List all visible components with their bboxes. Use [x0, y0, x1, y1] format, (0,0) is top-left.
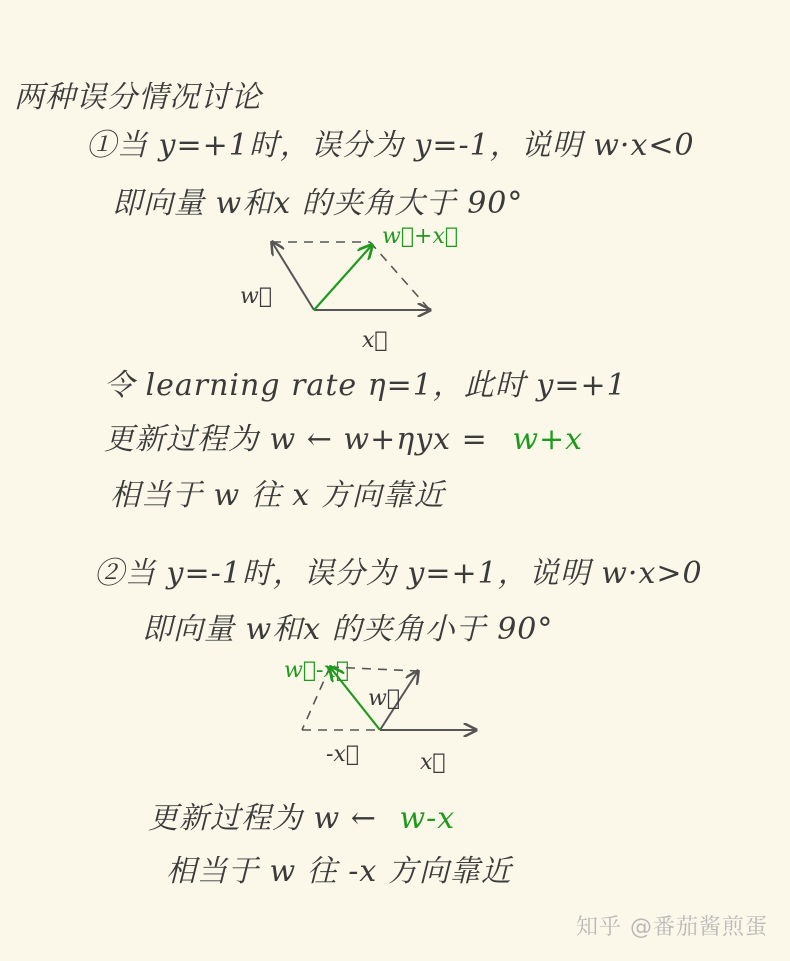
case2-angle-statement: 即向量 w和x 的夹角小于 90°: [142, 612, 554, 647]
case2-diff-label: w⃗-x⃗: [284, 658, 350, 683]
case2-condition: ②当 y=-1时，误分为 y=+1，说明 w·x>0: [94, 556, 703, 591]
case2-w-label: w⃗: [368, 686, 401, 711]
case1-condition: ①当 y=+1时，误分为 y=-1，说明 w·x<0: [86, 128, 695, 163]
case2-vector-diagram: [270, 645, 500, 780]
case1-sum-label: w⃗+x⃗: [382, 224, 459, 249]
case1-angle-statement: 即向量 w和x 的夹角大于 90°: [112, 186, 524, 221]
case1-update-prefix: 更新过程为 w ← w+ηyx =: [104, 422, 488, 457]
watermark: 知乎 @番茄酱煎蛋: [576, 915, 768, 940]
page-title: 两种误分情况讨论: [14, 80, 262, 115]
case2-update-result: w-x: [399, 801, 456, 836]
case1-vector-sum: [314, 245, 372, 310]
case1-x-label: x⃗: [362, 328, 388, 353]
case2-conclusion: 相当于 w 往 -x 方向靠近: [166, 854, 512, 889]
case1-conclusion: 相当于 w 往 x 方向靠近: [110, 478, 445, 513]
case1-vector-diagram: [220, 205, 480, 355]
case1-w-label: w⃗: [240, 284, 273, 309]
case1-update-result: w+x: [512, 422, 584, 457]
case2-update-rule: [148, 793, 455, 837]
case2-negx-label: -x⃗: [326, 742, 360, 767]
case1-learning-rate: 令 learning rate η=1，此时 y=+1: [104, 368, 627, 403]
case2-x-label: x⃗: [420, 750, 446, 775]
case1-update-rule: [104, 414, 583, 458]
case1-dashed-right: [370, 242, 430, 310]
case2-update-prefix: 更新过程为 w ←: [148, 801, 377, 836]
case1-vector-w: [272, 242, 314, 310]
